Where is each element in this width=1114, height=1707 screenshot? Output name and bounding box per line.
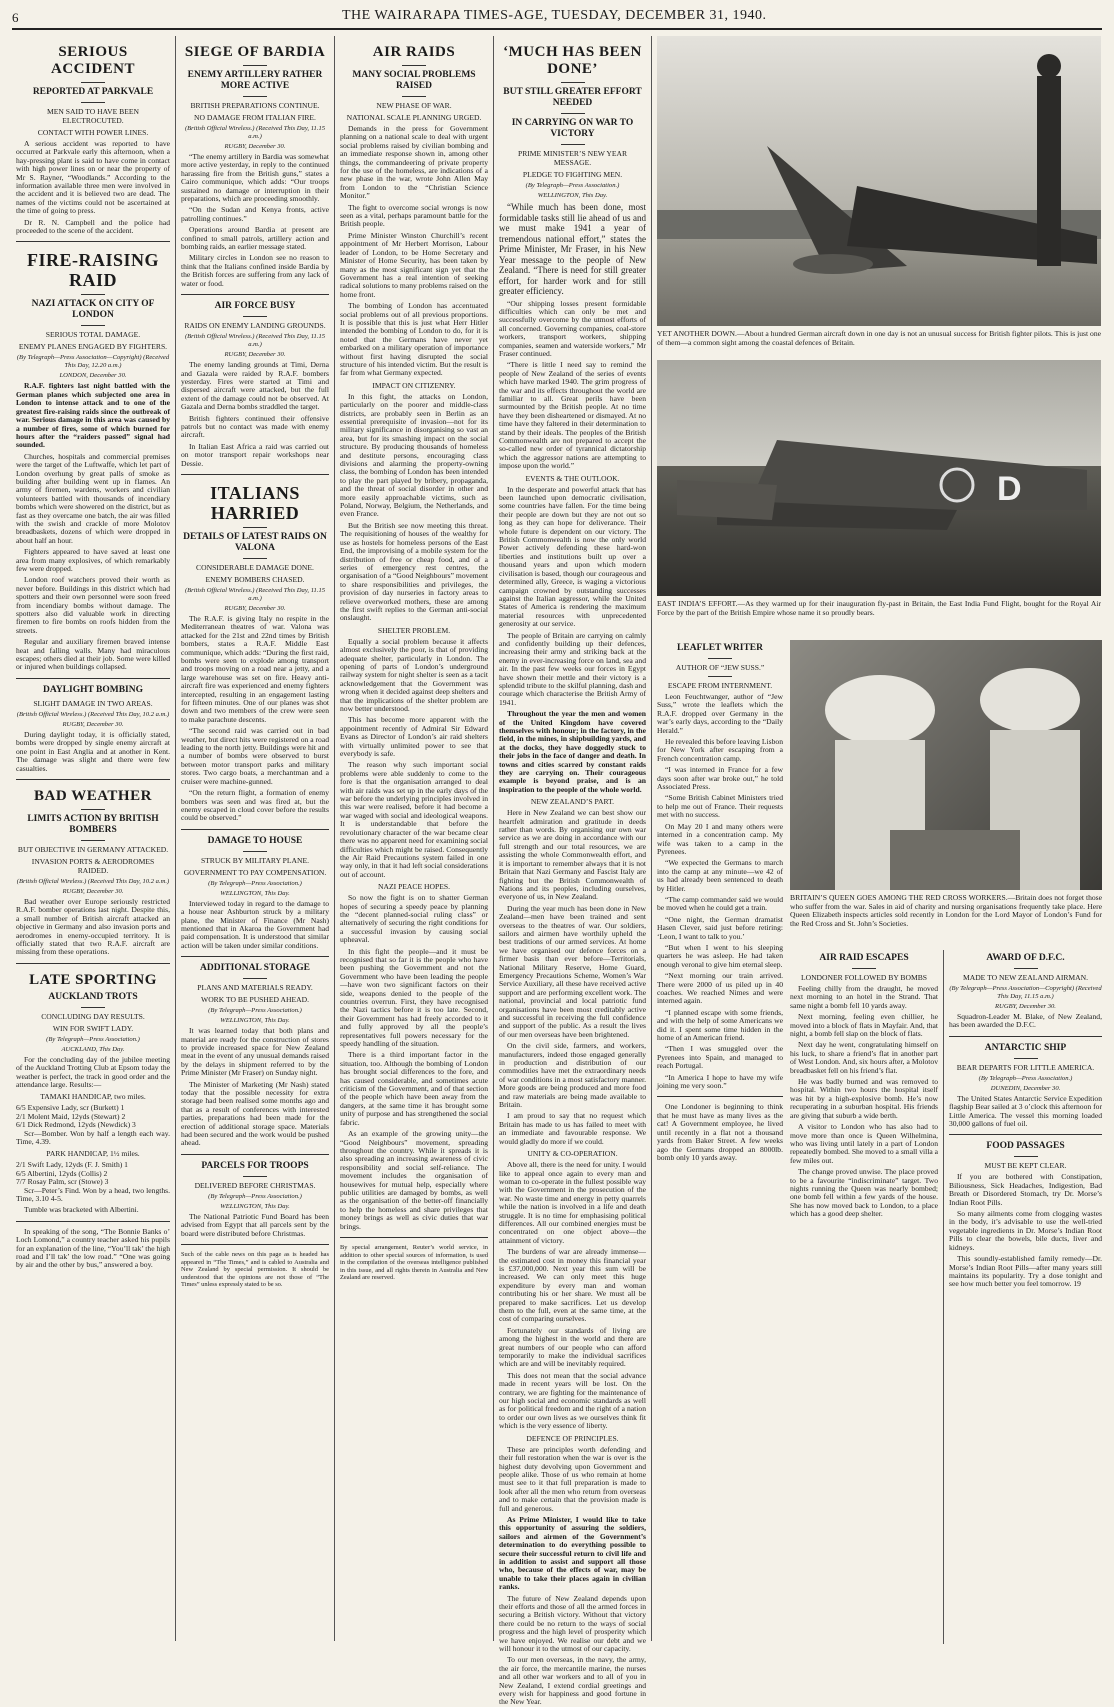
dateline: WELLINGTON, This Day. bbox=[220, 1202, 290, 1210]
photo-queen-red-cross bbox=[790, 640, 1102, 890]
paragraph: Military circles in London see no reason to think that the Italians confined inside Bardia by the British forces are suffering from any lack of water or food. bbox=[181, 253, 329, 288]
paragraph: On May 20 I and many others were interned in a concentration camp. My wife was taken to a camp in the Pyrenees. bbox=[657, 821, 783, 856]
paragraph: “I was interned in France for a few days soon after war broke out,” he told Associated Press. bbox=[657, 765, 783, 792]
paragraph: Dr R. N. Campbell and the police had proceeded to the scene of the accident. bbox=[16, 217, 170, 236]
paragraph: He was badly burned and was removed to hospital. Within two hours the hospital itself was hit by a high-explosive bomb. He’s now recuperating in a suburban hospital. His friends are giving that suburb a wide berth. bbox=[790, 1077, 938, 1120]
headline-leaflet-writer: LEAFLET WRITER bbox=[677, 643, 763, 653]
paragraph: “The second raid was carried out in bad weather, but direct hits were registered on a road leading to the north jetty. Buildings were hit and a number of bombs were observed to burst between motor transport parks and military stores. Two cargo boats, a merchantman and a cruiser were machine-gunned. bbox=[181, 726, 329, 786]
paragraph: London roof watchers proved their worth as never before. Buildings in this district which had spotters and their own personnel were soon freed from incendiary bombs without damage. The spotters also did valuable work in directing firemen to fire bombs on roofs hidden from the streets. bbox=[16, 575, 170, 635]
headline-air-raids: AIR RAIDS bbox=[372, 44, 456, 60]
subheading: STRUCK BY MILITARY PLANE. bbox=[200, 855, 310, 865]
figures-silhouette bbox=[790, 640, 1102, 890]
paragraph: Regular and auxiliary firemen braved intense heat and falling walls. Many had miraculous escapes; others died at their job. Some were killed or injured when buildings collapsed. bbox=[16, 637, 170, 672]
paragraph: Interviewed today in regard to the damage to a house near Ashburton struck by a military plane, the Minister of Finance (Mr Nash) mentioned that in Akaroa the Government had paid compensation. It is understood that similar action will be taken under similar conditions. bbox=[181, 898, 329, 950]
paragraph: “In America I hope to have my wife joining me very soon.” bbox=[657, 1072, 783, 1091]
headline-air-raid-escapes: AIR RAID ESCAPES bbox=[819, 953, 909, 963]
paragraph: The reason why such important social problems were able suddenly to come to the fore is that the organisation arranged to deal with air raids was set up in the early days of the war before the underlying principles involved in this war were realised, before it had become a war waged with social and ideological weapons. It is understandable that before the revolutionary character of the war became clear there was no apparent need for examining social difficulties which might be raised. Consequently the Air Raid Precautions system failed in one way only, in that it had left social considerations out of account. bbox=[340, 760, 488, 879]
column-rule bbox=[493, 36, 494, 1641]
subheading: MEN SAID TO HAVE BEEN ELECTROCUTED. bbox=[47, 107, 139, 125]
headline-antarctic-ship: ANTARCTIC SHIP bbox=[984, 1042, 1067, 1053]
credit-line: (British Official Wireless.) (Received This Day, 11.15 a.m.) bbox=[184, 125, 326, 140]
divider bbox=[81, 840, 105, 841]
headline-additional-storage: ADDITIONAL STORAGE bbox=[200, 963, 310, 974]
paragraph: In the desperate and powerful attack that has been launched upon democratic civilisation, some countries have fallen. For the time being their people are down but they are not out so long as they can hope for deliverance. Their whole future is dependent on our victory. The British Commonwealth is now the only world Power actively defending these hard-won liberties and institutions built up over a thousand years and upon which modern civilisation is based, though our courageous and determined ally, Greece, is waging a victorious campaign crowned by outstanding successes against the Italian aggressor, while the United States of America is rendering the maximum material resources with unprecedented generosity at our service. bbox=[499, 484, 646, 629]
section-rule bbox=[949, 1134, 1102, 1135]
column-1 bbox=[16, 36, 170, 1644]
paragraph: The change proved unwise. The place proved to be a favourite “indiscriminate” target. Two nights running the Queen was nearly bombed; one bomb fell within a few yards of the house. She has now moved back to London, to a place which has a good deep shelter. bbox=[790, 1167, 938, 1219]
copyright-note: By special arrangement, Reuter’s world service, in addition to other special sources of information, is used in the compilation of the overseas intelligence published in this issue, and all rights therein in Australia and New Zealand are reserved. bbox=[340, 1243, 488, 1282]
section-rule bbox=[16, 241, 170, 242]
section-rule bbox=[181, 294, 329, 295]
divider bbox=[81, 1007, 105, 1008]
credit-line: (British Official Wireless.) (Received This Day, 10.2 a.m.) bbox=[16, 710, 170, 718]
credit-line: (British Official Wireless.) (Received This Day, 10.2 a.m.) bbox=[16, 877, 170, 885]
copyright-note: Such of the cable news on this page as is headed has appeared in “The Times,” and is cabled to Australia and New Zealand by special permission. It should be understood that the opinions are not those of “The Times” unless expressly stated to be so. bbox=[181, 1251, 329, 1289]
column-2 bbox=[181, 36, 329, 1644]
headline-serious-accident: SERIOUS ACCIDENT bbox=[50, 44, 135, 77]
race-result: 6/5 Albertini, 12yds (Collis) 2 bbox=[16, 1168, 108, 1178]
subheading: LONDONER FOLLOWED BY BOMBS bbox=[800, 973, 928, 982]
headline-bad-weather: BAD WEATHER bbox=[34, 787, 152, 804]
paragraph: The R.A.F. is giving Italy no respite in the Mediterranean theatres of war. Valona was attacked for the 21st and 22nd times by British bombers, states a R.A.F. Middle East communique, which adds: “During the first raid, bombs were seen to explode among transport and troops moving on a road near a jetty, and a large warehouse was set on fire. Heavy anti-aircraft fire was experienced and enemy fighters intercepted, resulting in an engagement lasting for fifteen minutes. One of our planes was shot down and two members of the crew were seen to make parachute descents. bbox=[181, 613, 329, 724]
paragraph: Feeling chilly from the draught, he moved next morning to an hotel in the Strand. That same night a bomb fell 10 yards away. bbox=[790, 984, 938, 1010]
column-rule bbox=[943, 950, 944, 1644]
paragraph: “The camp commander said we would be moved when he could get a train. bbox=[657, 894, 783, 913]
paragraph: He revealed this before leaving Lisbon for New York after escaping from a French concentration camp. bbox=[657, 737, 783, 763]
subheading: ENEMY BOMBERS CHASED. bbox=[205, 574, 305, 584]
paragraph: Prime Minister Winston Churchill’s recent appointment of Mr Herbert Morrison, Labour leader of London, to be Home Secretary and Minister of Home Security, has been taken by many as the most significant sign yet that the Government has a real intention of seeking radical solutions to many problems raised on the home front. bbox=[340, 230, 488, 299]
paragraph: So many ailments come from clogging wastes in the body, it’s advisable to use the well-tried vegetable ingredients in Dr. Morse’s Indian Root Pills to clear the bowels, bile ducts, liver and kidneys. bbox=[949, 1209, 1102, 1252]
dateline: RUGBY, December 30. bbox=[224, 143, 286, 150]
paragraph: This has become more apparent with the appointment recently of Admiral Sir Edward Evans as Director of London’s air raid shelters with virtually unlimited power to see that everybody is safe. bbox=[340, 715, 488, 759]
divider bbox=[243, 316, 267, 317]
race-result: 6/1 Dick Redmond, 12yds (Newdick) 3 bbox=[16, 1120, 136, 1130]
crosshead: SHELTER PROBLEM. bbox=[377, 625, 451, 635]
plane-silhouette bbox=[657, 36, 1101, 326]
dateline: RUGBY, December 30. bbox=[62, 887, 124, 895]
photo-east-india-flight bbox=[657, 360, 1101, 596]
paragraph: “Some British Cabinet Ministers tried to help me out of France. Their requests met with no success. bbox=[657, 793, 783, 820]
masthead-title: THE WAIRARAPA TIMES-AGE, TUESDAY, DECEMBER 31, 1940. bbox=[342, 8, 767, 23]
paragraph: As an example of the growing unity—the “Good Neighbours” movement, spreading throughout the country. While it spreads it is also spreading an increasing awareness of civic responsibility and social self-reliance. The movement includes the organisation of housewives for mutual help, especially where public utilities are damaged by bombs, as well as the organisation of the better-off financially to help the homeless and share privileges that money brings as well as civic duties that war brings. bbox=[340, 1129, 488, 1231]
column-rule bbox=[175, 36, 176, 1641]
subheading: INVASION PORTS & AERODROMES RAIDED. bbox=[31, 856, 155, 875]
divider bbox=[561, 113, 585, 114]
divider bbox=[402, 65, 426, 66]
race-result: 6/5 Expensive Lady, scr (Burkett) 1 bbox=[16, 1103, 125, 1113]
paragraph: Above all, there is the need for unity. I would like to appeal once again to every man and woman to co-operate in the fullest possible way with the Government in the prosecution of the war. No waste time and energy in petty quarrels while the nation is involved in a life and death struggle. It is no time for emphasising political differences. All our combined energies must be concentrated on one object above—the attainment of victory. bbox=[499, 1160, 646, 1245]
paragraph: I am proud to say that no request which Britain has made to us has failed to meet with an immediate and favourable response. We would gladly do more if we could. bbox=[499, 1111, 646, 1146]
subheading: PRIME MINISTER’S NEW YEAR MESSAGE. bbox=[517, 149, 628, 167]
credit-line: (By Telegraph—Press Association—Copyright) (Received This Day, 12.20 a.m.) bbox=[16, 354, 170, 370]
subheading: BEAR DEPARTS FOR LITTLE AMERICA. bbox=[956, 1062, 1095, 1072]
subheading: MANY SOCIAL PROBLEMS RAISED bbox=[352, 70, 476, 91]
headline-air-force-busy: AIR FORCE BUSY bbox=[214, 301, 296, 312]
paragraph: “On the Sudan and Kenya fronts, active patrolling continues.” bbox=[181, 205, 329, 223]
subheading: NAZI ATTACK ON CITY OF LONDON bbox=[31, 299, 155, 321]
dateline: RUGBY, December 30. bbox=[224, 351, 286, 359]
paragraph: Bad weather over Europe seriously restricted R.A.F. bomber operations last night. Despite this, a small number of British aircraft attacked an objective in Germany and also invasion ports and aerodromes in enemy-occupied territory. It is officially stated that two R.A.F. aircraft are missing from these operations. bbox=[16, 896, 170, 957]
divider bbox=[708, 658, 732, 659]
subheading: ESCAPE FROM INTERNMENT. bbox=[667, 681, 773, 690]
caption-east-india-flight: EAST INDIA’S EFFORT.—As they warmed up for their inauguration fly-past in Britain, the East India Fund Flight, bought for the Royal Air Force by the part of the British Empire whose name it so proudly bears. bbox=[657, 599, 1101, 617]
subheading: WIN FOR SWIFT LADY. bbox=[52, 1023, 134, 1033]
subheading: DETAILS OF LATEST RAIDS ON VALONA bbox=[183, 531, 327, 553]
divider bbox=[243, 65, 267, 66]
section-rule bbox=[181, 829, 329, 830]
paragraph: Throughout the year the men and women of the United Kingdom have covered themselves with honour; in the factory, in the field, in the mines, in shipbuilding yards, and at the docks, they have doggedly stuck to their jobs in the face of danger and death. In towns and cities scarred by constant raids they are carrying on. Their courageous example is beyond praise, and is an inspiration to the people of the whole world. bbox=[499, 709, 646, 794]
headline-fire-raising-raid: FIRE-RAISING RAID bbox=[26, 250, 160, 291]
paragraph: “The enemy artillery in Bardia was somewhat more active yesterday, in reply to the continued harassing fire from the British guns,” states a Cairo communique, which adds: “Our troops sustained no damage or interruption in their preparations, which are proceeding smoothly. bbox=[181, 152, 329, 204]
crosshead: UNITY & CO-OPERATION. bbox=[527, 1149, 618, 1159]
page-number: 6 bbox=[12, 10, 19, 25]
subheading: ENEMY PLANES ENGAGED BY FIGHTERS. bbox=[18, 342, 168, 352]
paragraph: Operations around Bardia at present are confined to small patrols, artillery action and bombing raids, an earlier message stated. bbox=[181, 225, 329, 252]
divider bbox=[81, 809, 105, 810]
subheading: REPORTED AT PARKVALE bbox=[32, 87, 154, 97]
paragraph: “But when I went to his sleeping quarters he was asleep. He had taken enough veronal to give him eternal sleep. bbox=[657, 942, 783, 969]
dateline: LONDON, December 30. bbox=[59, 372, 127, 380]
paragraph: Tumble was bracketed with Albertini. bbox=[24, 1205, 139, 1215]
caption-queen-red-cross: BRITAIN’S QUEEN GOES AMONG THE RED CROSS WORKERS.—Britain does not forget those who suffer from the war. Sales in aid of charity and nursing organisations frequently take place. Here Queen Elizabeth inspects articles sold recently in London for the Lord Mayor of London’s Fund for the Red Cross and St. John’s Societies. bbox=[790, 893, 1102, 928]
paragraph: Leon Feuchtwanger, author of “Jew Suss,” wrote the leaflets which the R.A.F. dropped over Germany in the war’s early days, according to the “Daily Herald.” bbox=[657, 692, 783, 735]
paragraph: In this fight the people—and it must be recognised that so far it is the people who have been pushing the Government and not the Government who have been leading the people—have won two significant factors on their side, weapons denied to the people of the countries overrun. First, they have recognised the Nazi tactics before it is too late. Second, their Government has had freely accorded to it and fully approved by all the people’s representatives full powers necessary for the speedy handling of the situation. bbox=[340, 946, 488, 1049]
paragraph: It was learned today that both plans and material are ready for the construction of stores to provide increased space for New Zealand meat in the event of any unusual demands raised by the delays in shipment referred to by the Prime Minister (Mr Fraser) on Sunday night. bbox=[181, 1026, 329, 1078]
section-rule bbox=[181, 474, 329, 475]
divider bbox=[81, 325, 105, 326]
section-rule bbox=[340, 1237, 488, 1238]
subheading: BUT STILL GREATER EFFORT NEEDED bbox=[503, 87, 642, 108]
subheading: RAIDS ON ENEMY LANDING GROUNDS. bbox=[184, 321, 326, 331]
dateline: AUCKLAND, This Day. bbox=[61, 1045, 125, 1053]
section-rule bbox=[16, 779, 170, 780]
subheading: AUCKLAND TROTS bbox=[48, 991, 138, 1002]
paragraph: So now the fight is on to shatter German hopes of securing a speedy peace by planning the “decent planned-social ruling class” or alternatively of securing the right conditions for a successful invasion by causing social upheaval. bbox=[340, 893, 488, 945]
masthead bbox=[12, 4, 1102, 30]
column-air-raid-escapes bbox=[790, 950, 938, 1644]
paragraph: R.A.F. fighters last night battled with the German planes which subjected one area in London to intense attack and to one of the greatest fire-raising raids since the outbreak of war. Serious damage in this area was caused by a number of fires, some of which burned for hours after the “raiders passed” signal had sounded. bbox=[16, 381, 170, 450]
fighter-silhouettes bbox=[657, 360, 1101, 596]
column-rule bbox=[651, 36, 652, 1641]
subheading: LIMITS ACTION BY BRITISH BOMBERS bbox=[27, 813, 159, 835]
credit-line: (By Telegraph—Press Association.) bbox=[208, 879, 302, 887]
paragraph: To our men overseas, in the navy, the army, the air force, the mercantile marine, the nurses and all other war workers and to all of you in New Zealand, I extend cordial greetings and every wish for happiness and good fortune in the New Year. bbox=[499, 1655, 646, 1707]
section-rule bbox=[181, 1244, 329, 1245]
paragraph: During the year much has been done in New Zealand—men have been trained and sent overseas to the theatres of war. Our soldiers, sailors and airmen have worthily upheld the best traditions of our armed services. At home we have organised our defence forces on a firmer basis than ever before—Territorials, National Military Reserve, Home Guard, Emergency Precautions Scheme, Women’s War Service Auxiliary, all these have received active support and are performing excellent work. The national, provincial and local patriotic fund organisations have been most creditably active and successful in receiving the full confidence and support of the public. As a result the lives of our men overseas have been brightened. bbox=[499, 903, 646, 1039]
credit-line: (By Telegraph—Press Association.) bbox=[208, 1192, 302, 1200]
race-heading: TAMAKI HANDICAP, two miles. bbox=[40, 1092, 146, 1102]
divider bbox=[1014, 1058, 1038, 1059]
divider bbox=[1014, 968, 1038, 969]
paragraph: “I planned escape with some friends, and with the help of some Americans we did it. I spent some time hidden in the home of an American friend. bbox=[657, 1007, 783, 1043]
paragraph: These are principles worth defending and their full restoration when the war is over is the highest duty devolving upon Government and people alike. Those of us who remain at home must see to it that full preparation is made to look after all the men who return from overseas and to make certain that the provision made is full and generous. bbox=[499, 1444, 646, 1513]
dateline: DUNEDIN, December 30. bbox=[990, 1084, 1061, 1092]
paragraph: Churches, hospitals and commercial premises were the target of the Luftwaffe, which let part of London overhung by great palls of smoke as building after building went up in flames. An army of firemen, wardens, workers and civilian volunteers battled with thousands of incendiary bombs which were showered on the district, but as fast as they overcame one batch, the air was filled with the swish and crackle of more Molotov breadbaskets, dozens of which were dropped in about half an hour. bbox=[16, 451, 170, 545]
crosshead: EVENTS & THE OUTLOOK. bbox=[525, 473, 620, 483]
divider bbox=[243, 1176, 267, 1177]
headline-damage-to-house: DAMAGE TO HOUSE bbox=[207, 835, 303, 846]
crosshead: NEW ZEALAND’S PART. bbox=[530, 797, 615, 807]
subheading: PLANS AND MATERIALS READY. bbox=[197, 983, 313, 993]
paragraph: This soundly-established family remedy—Dr. Morse’s Indian Root Pills—after many years still maintains its popularity. Try a dose tonight and see how much better you feel tomorrow. 19 bbox=[949, 1254, 1102, 1289]
subheading: NEW PHASE OF WAR. bbox=[376, 101, 452, 110]
paragraph: In this fight, the attacks on London, particularly on the poorer and middle-class districts, are probably seen in Berlin as an essential prerequisite of invasion—not for its military significance in disorganising so vast an area, but for its smashing impact on the social structure. By producing thousands of homeless and destitute persons, encouraging class divisions and alarming the property-owning class, the bombing of London has been intended to play the part played by bribery, propaganda, and the threat of social disorder in other and more easily approachable victims, such as Poland, Norway, Belgium, the Netherlands, and even France. bbox=[340, 391, 488, 519]
paragraph: “We expected the Germans to march into the camp at any minute—we 42 of us had already been sentenced to death by Hitler. bbox=[657, 858, 783, 893]
paragraph: This does not mean that the social advance made in recent years will be lost. On the contrary, we are fighting for the maintenance of our high social and economic standards as well as for political freedom and the right of a nation to order our own lives as we ourselves think fit which is the very essence of liberty. bbox=[499, 1370, 646, 1431]
column-6 bbox=[949, 950, 1102, 1644]
paragraph: As Prime Minister, I would like to take this opportunity of assuring the soldiers, sailors and airmen of the Government’s determination to do everything possible to secure their successful return to civil life and in addition to assist and support all those who, because of the effects of war, may be unable to take their places again in civilian ranks. bbox=[499, 1514, 646, 1592]
divider bbox=[708, 676, 732, 677]
headline-food-passages: FOOD PASSAGES bbox=[986, 1141, 1065, 1152]
paragraph: There is a third important factor in the situation, too. Although the bombing of London has brought social differences to the fore, and has caused considerable, and sometimes acute criticism of the Government, and of that section of the people which have been away from the dangers, at the same time it has brought some unity of purpose and has strengthened the social fabric. bbox=[340, 1050, 488, 1127]
paragraph: Demands in the press for Government planning on a national scale to deal with urgent social problems raised by civilian bombing and an immediate response shown in, among other things, the commandeering of private property for the use of the homeless, are indications of a new phase in the war, wrote John Allen May from London to the “Christian Science Monitor.” bbox=[340, 124, 488, 201]
section-rule bbox=[16, 963, 170, 964]
crosshead: NAZI PEACE HOPES. bbox=[378, 882, 450, 892]
paragraph: In Italian East Africa a raid was carried out on motor transport repair workshops near Dessie. bbox=[181, 441, 329, 468]
subheading: ENEMY ARTILLERY RATHER MORE ACTIVE bbox=[187, 70, 323, 91]
headline-award-of-dfc: AWARD OF D.F.C. bbox=[986, 953, 1065, 963]
credit-line: (By Telegraph—Press Association.) bbox=[525, 182, 620, 189]
crosshead: DEFENCE OF PRINCIPLES. bbox=[526, 1433, 619, 1443]
paragraph: “There is little I need say to remind the people of New Zealand of the series of events which have marked 1940. The grim progress of the war and its effects throughout the world are familiar to all. Great perils have been surmounted by the British people. At no time have they been disheartened or dismayed. At no time have they faltered in their determination to stand by their ideals. The peoples of the British Commonwealth are not prepared to accept the so-called new order of tyrannical dictatorship which the aggressor nations are attempting to impose upon the world.” bbox=[499, 360, 646, 471]
subheading: CONSIDERABLE DAMAGE DONE. bbox=[196, 562, 314, 572]
section-rule bbox=[16, 1221, 170, 1222]
paragraph: The Minister of Marketing (Mr Nash) stated today that the possible necessity for extra storage had been realised some months ago and that as a result of conferences with interested parties, preparations had been made for the erection of additional storage space. Materials had been secured and the work would be pushed ahead. bbox=[181, 1079, 329, 1148]
paragraph: The people of Britain are carrying on calmly and confidently building up their defences, increasing their army and striking back at the enemy in ever-increasing force on land, sea and air. In the past few weeks our forces in Egypt have shown their mettle and their victory is a splendid tribute to the skilful planning, dash and courage which characterise the British Army of 1941. bbox=[499, 630, 646, 707]
column-3 bbox=[340, 36, 488, 1644]
credit-line: (British Official Wireless.) (Received This Day, 11.15 a.m.) bbox=[184, 333, 326, 349]
photo-plane-down bbox=[657, 36, 1101, 326]
subheading: IN CARRYING ON WAR TO VICTORY bbox=[511, 118, 634, 139]
paragraph: But the British see now meeting this threat. The requisitioning of houses of the wealthy for use as hostels for homeless persons of the East End, the improvising of a mobile system for the distribution of free or cheap food, and of a series of emergency rest centres, the organisation of a “Good Neighbours” movement to share responsibilities and privileges, the provision of day nurseries in factory areas to relieve overworked mothers, these are among the first swift replies to the German anti-social onslaught. bbox=[340, 520, 488, 623]
column-rule bbox=[334, 36, 335, 1641]
race-result: 2/1 Swift Lady, 12yds (F. J. Smith) 1 bbox=[16, 1160, 128, 1170]
dateline: RUGBY, December 30. bbox=[62, 720, 124, 728]
dateline: WELLINGTON, This Day. bbox=[537, 192, 608, 199]
paragraph: Scr—Peter’s Find. Won by a head, two lengths. Time, 3.10 4-5. bbox=[16, 1185, 170, 1204]
subheading: CONCLUDING DAY RESULTS. bbox=[41, 1011, 145, 1021]
caption-plane-down: YET ANOTHER DOWN.—About a hundred German aircraft down in one day is not an unusual success for British fighter pilots. This is just one of them—a common sight among the coastal defences of Britain. bbox=[657, 329, 1101, 347]
credit-line: (By Telegraph—Press Association—Copyright) (Received This Day, 11.15 a.m.) bbox=[949, 985, 1102, 1000]
divider bbox=[1014, 1156, 1038, 1157]
section-rule bbox=[16, 678, 170, 679]
paragraph: The National Patriotic Fund Board has been advised from Egypt that all parcels sent by the board were distributed before Christmas. bbox=[181, 1211, 329, 1238]
crosshead: IMPACT ON CITIZENRY. bbox=[372, 380, 456, 390]
paragraph: British fighters continued their offensive patrols but no contact was made with enemy aircraft. bbox=[181, 413, 329, 440]
paragraph: The future of New Zealand depends upon their efforts and those of all the armed forces in securing a British victory. Without that victory there could be no return to the ways of social progress and the high level of prosperity which we have enjoyed. We realise our debt and we will honour it to the utmost of our capacity. bbox=[499, 1593, 646, 1654]
section-rule bbox=[657, 1096, 783, 1097]
race-result: 7/7 Rosay Palm, scr (Stowe) 3 bbox=[16, 1177, 109, 1187]
headline-parcels-for-troops: PARCELS FOR TROOPS bbox=[201, 1160, 309, 1171]
section-rule bbox=[181, 1154, 329, 1155]
column-5 bbox=[657, 640, 783, 1644]
subheading: NO DAMAGE FROM ITALIAN FIRE. bbox=[194, 113, 316, 122]
headline-daylight-bombing: DAYLIGHT BOMBING bbox=[42, 684, 144, 695]
paragraph: “Our shipping losses present formidable difficulties which can only be met and successfully overcome by the utmost efforts of all concerned. Governing companies, coal-store workers, transport workers, shipping companies, seamen and waterside workers,” Mr Fraser continued. bbox=[499, 298, 646, 358]
paragraph: One Londoner is beginning to think that he must have as many lives as the cat! A Government employee, he lived until recently in a flat not a thousand yards from Baker Street. A few weeks ago the Germans dropped an 8000lb. bomb only 10 yards away. bbox=[657, 1102, 783, 1162]
paragraph: The enemy landing grounds at Timi, Derna and Gazala were raided by R.A.F. bombers yesterday. Fires were started at Timi and dispersed aircraft were attacked, but the full extent of the damage could not be observed. At Gazala and Derna bombs straddled the target. bbox=[181, 360, 329, 412]
paragraph: Fighters appeared to have saved at least one area from many explosives, of which remarkably few were dropped. bbox=[16, 547, 170, 573]
credit-line: (By Telegraph—Press Association.) bbox=[46, 1035, 140, 1043]
subheading: AUTHOR OF “JEW SUSS.” bbox=[675, 663, 765, 672]
paragraph: A serious accident was reported to have occurred at Parkvale early this afternoon, when a hay-pressing plant is said to have come in contact with high power lines on or near the property of Mr S. Rayner, “Woodlands.” According to the information available three men were involved in the accident and it is believed two are dead. The names of the victims could not be ascertained at the time of going to press. bbox=[16, 139, 170, 216]
subheading: SLIGHT DAMAGE IN TWO AREAS. bbox=[33, 698, 153, 708]
credit-line: (British Official Wireless.) (Received This Day, 11.15 a.m.) bbox=[184, 586, 326, 602]
race-heading: PARK HANDICAP, 1½ miles. bbox=[46, 1149, 140, 1159]
paragraph: “Next morning our train arrived. There were 2000 of us piled up in 40 coaches. We reached Nimes and were interned again. bbox=[657, 971, 783, 1006]
divider bbox=[561, 82, 585, 83]
paragraph: The bombing of London has accentuated social problems out of all previous proportions. It is possible that this is just what Herr Hitler intended the bombing of London to do, for it is noted that the Germans have never yet embarked on a military operation of importance without first having disrupted the social structure of his intended victim. But the result is far from what Germany expected. bbox=[340, 301, 488, 378]
paragraph: In speaking of the song, “The Bonnie Banks o’ Loch Lomond,” a country teacher asked his pupils for an explanation of the line, “You’ll tak’ the high road and I’ll tak’ the low road.” “One was going by air and the other by bus,” answered a boy. bbox=[16, 1226, 170, 1270]
lead-paragraph: “While much has been done, most formidable tasks still lie ahead of us and we must make 1941 a year of tremendous national effort,” states the Prime Minister, Mr Fraser, in his New Year message to the people of New Zealand. “There is need for still greater effort, for harder work and for still greater efficiency. bbox=[499, 202, 646, 296]
headline-much-has-been-done: ‘MUCH HAS BEEN DONE’ bbox=[503, 44, 642, 77]
paragraph: Equally a social problem because it affects almost exclusively the poor, is that of providing adequate shelter, particularly in London. The opening of parts of London’s underground railway system for night shelter is seen as a tacit acknowledgement that the Government was wrong when it decided against deep shelters and that the implications of the shelter problem are now better understood. bbox=[340, 636, 488, 713]
headline-late-sporting: LATE SPORTING bbox=[29, 971, 157, 988]
dateline: WELLINGTON, This Day. bbox=[220, 889, 290, 897]
divider bbox=[243, 978, 267, 979]
credit-line: (By Telegraph—Press Association.) bbox=[978, 1074, 1073, 1082]
section-rule bbox=[181, 956, 329, 957]
column-4 bbox=[499, 36, 646, 1707]
paragraph: On the civil side, farmers, and workers, manufacturers, indeed those engaged generally in production and distribution of our commodities have met the extraordinary needs of war conditions in a most satisfactory manner. More goods are being produced and more food and raw materials are being made available to Britain. bbox=[499, 1041, 646, 1110]
subheading: MADE TO NEW ZEALAND AIRMAN. bbox=[962, 973, 1089, 982]
paragraph: The United States Antarctic Service Expedition flagship Bear sailed at 3 o’clock this afternoon for Little America. The vessel this morning loaded 30,000 gallons of fuel oil. bbox=[949, 1093, 1102, 1129]
subheading: DELIVERED BEFORE CHRISTMAS. bbox=[194, 1180, 316, 1190]
paragraph: Scr—Bomber. Won by half a length each way. Time, 4.39. bbox=[16, 1128, 170, 1146]
headline-siege-of-bardia: SIEGE OF BARDIA bbox=[184, 44, 326, 60]
subheading: GOVERNMENT TO PAY COMPENSATION. bbox=[183, 867, 327, 877]
paragraph: Fortunately our standards of living are among the highest in the world and there are great numbers of our people who can afford temporarily to make the individual sacrifices which are and will be inevitably required. bbox=[499, 1325, 646, 1369]
section-rule bbox=[949, 1036, 1102, 1037]
subheading: PLEDGE TO FIGHTING MEN. bbox=[522, 170, 623, 179]
dateline: WELLINGTON, This Day. bbox=[220, 1017, 290, 1025]
race-result: 2/1 Molent Maid, 12yds (Stewart) 2 bbox=[16, 1111, 126, 1121]
paragraph: Here in New Zealand we can best show our heartfelt admiration and gratitude in deeds rather than words. By organising our own war service as we are doing in accordance with our full strength and our total resources, we are assisting the whole Commonwealth effort, and it is important to remember always that it is not Britain that Nazi Germany and Fascist Italy are fighting but the British Commonwealth of Nations and its peoples, including ourselves, everyone of us, in New Zealand. bbox=[499, 808, 646, 902]
divider bbox=[243, 96, 267, 97]
subheading: SERIOUS TOTAL DAMAGE. bbox=[45, 330, 141, 340]
paragraph: For the concluding day of the jubilee meeting of the Auckland Trotting Club at Epsom today the weather is perfect, the track in good order and the attendance large. Results:— bbox=[16, 1054, 170, 1089]
subheading: BRITISH PREPARATIONS CONTINUE. bbox=[190, 101, 320, 110]
subheading: NATIONAL SCALE PLANNING URGED. bbox=[346, 113, 482, 122]
paragraph: The fight to overcome social wrongs is now seen as a vital, perhaps paramount battle for the British people. bbox=[340, 202, 488, 229]
divider bbox=[81, 82, 105, 83]
paragraph: “Then I was smuggled over the Pyrenees into Spain, and managed to reach Portugal. bbox=[657, 1044, 783, 1071]
paragraph: Next day he went, congratulating himself on his luck, to share a friend’s flat in another part of West London. And, six hours after, a Molotov breadbasket fell on his friend’s flat. bbox=[790, 1040, 938, 1075]
paragraph: During daylight today, it is officially stated, bombs were dropped by single enemy aircraft at one point in East Anglia and at another in Kent. The damage was slight and there were few casualties. bbox=[16, 729, 170, 773]
subheading: MUST BE KEPT CLEAR. bbox=[984, 1161, 1067, 1171]
paragraph: A visitor to London who has also had to move more than once is Queen Wilhelmina, who was living until lately in a part of London repeatedly bombed. She moved to a small villa a few miles out. bbox=[790, 1122, 938, 1165]
subheading: CONTACT WITH POWER LINES. bbox=[37, 128, 149, 137]
subheading: WORK TO BE PUSHED AHEAD. bbox=[201, 995, 309, 1005]
paragraph: If you are bothered with Constipation, Biliousness, Sick Headaches, Indigestion, Bad Breath or Disordered Stomach, try Dr. Morse’s Indian Root Pills. bbox=[949, 1172, 1102, 1207]
paragraph: “One night, the German dramatist Hasen Clever, said just before retiring: ‘Leon, I want to talk to you.’ bbox=[657, 914, 783, 941]
dateline: RUGBY, December 30. bbox=[224, 604, 286, 612]
paragraph: Squadron-Leader M. Blake, of New Zealand, has been awarded the D.F.C. bbox=[949, 1012, 1102, 1030]
divider bbox=[81, 102, 105, 103]
divider bbox=[561, 144, 585, 145]
divider bbox=[243, 527, 267, 528]
divider bbox=[243, 851, 267, 852]
paragraph: The burdens of war are already immense—the estimated cost in money this financial year is £37,000,000. Next year this sum will be increased. We can only meet this huge expenditure by every man and woman contributing his or her share. We must all be prepared to make sacrifices. Let us develop them to the full, even at the same time, at the cost of comparing ourselves. bbox=[499, 1247, 646, 1324]
paragraph: Next morning, feeling even chillier, he moved into a block of flats in Mayfair. And, that night, a bomb fell slap on the block of flats. bbox=[790, 1012, 938, 1039]
subheading: BUT OBJECTIVE IN GERMANY ATTACKED. bbox=[17, 844, 169, 854]
dateline: RUGBY, December 30. bbox=[995, 1003, 1056, 1010]
divider bbox=[402, 96, 426, 97]
divider bbox=[81, 294, 105, 295]
divider bbox=[852, 968, 876, 969]
credit-line: (By Telegraph—Press Association.) bbox=[208, 1007, 302, 1015]
paragraph: “On the return flight, a formation of enemy bombers was seen and was fired at, but the enemy escaped in cloud cover before the results could be observed.” bbox=[181, 788, 329, 823]
headline-italians-harried: ITALIANS HARRIED bbox=[210, 482, 300, 523]
plane-code-letter: D bbox=[997, 470, 1022, 508]
divider bbox=[243, 558, 267, 559]
